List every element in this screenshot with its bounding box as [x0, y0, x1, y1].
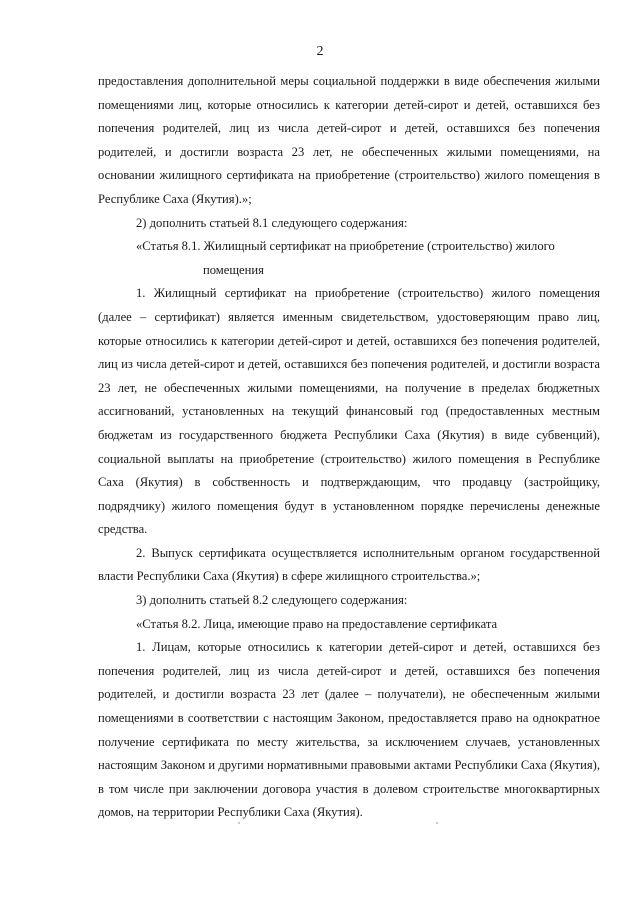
amendment-item-3: 3) дополнить статьей 8.2 следующего содержания:	[136, 593, 408, 608]
article-8-1-part-1: 1. Жилищный сертификат на приобретение (строительство) жилого помещения (далее – сертификат) является именным свидетельством, удостоверяющим право лиц, которые относились к категории детей-сирот и детей, оставшихся без попечения родителей, лиц из числа детей-сирот и детей, оставшихся без попечения родителей, и достигли возраста 23 лет, не обеспеченных жилыми помещениями, на получение в пределах бюджетных ассигнований, установленных на текущий финансовый год (предоставленных местным бюджетам из государственного бюджета Республики Саха (Якутия) в виде субвенций), социальной выплаты на приобретение (строительство) жилого помещения в Республике Саха (Якутия) в собственность и подтверждающим, что продавцу (застройщику, подрядчику) жилого помещения будут в установленном порядке перечислены денежные средства.	[98, 286, 600, 537]
page-number: 2	[316, 44, 324, 59]
document-body	[98, 70, 600, 825]
article-8-1-heading-line2: помещения	[203, 262, 264, 277]
scan-dot	[436, 822, 438, 824]
amendment-item-2: 2) дополнить статьей 8.1 следующего содержания:	[136, 215, 408, 230]
paragraph-continuation: предоставления дополнительной меры социальной поддержки в виде обеспечения жилыми помещениями лиц, которые относились к категории детей-сирот и детей, оставшихся без попечения родителей, лиц из числа детей-сирот и детей, оставшихся без попечения родителей, и достигли возраста 23 лет, не обеспеченных жилыми помещениями, на основании жилищного сертификата на приобретение (строительство) жилого помещения в Республике Саха (Якутия).»;	[98, 74, 600, 206]
article-8-1-heading-line1: «Статья 8.1. Жилищный сертификат на приобретение (строительство) жилого	[136, 239, 555, 254]
scan-dot	[238, 822, 240, 824]
article-8-2-part-1: 1. Лицам, которые относились к категории детей-сирот и детей, оставшихся без попечения родителей, лиц из числа детей-сирот и детей, оставшихся без попечения родителей, и достигли возраста 23 лет (далее – получатели), не обеспеченным жилыми помещениями в соответствии с настоящим Законом, предоставляется право на однократное получение сертификата по месту жительства, за исключением случаев, установленных настоящим Законом и другими нормативными правовыми актами Республики Саха (Якутия), в том числе при заключении договора участия в долевом строительстве многоквартирных домов, на территории Республики Саха (Якутия).	[98, 640, 600, 820]
article-8-1-part-2: 2. Выпуск сертификата осуществляется исполнительным органом государственной власти Республики Саха (Якутия) в сфере жилищного строительства.»;	[98, 545, 600, 584]
scan-artifacts	[0, 822, 640, 832]
article-8-2-heading: «Статья 8.2. Лица, имеющие право на предоставление сертификата	[136, 616, 498, 631]
article-8-1-heading	[98, 235, 600, 282]
